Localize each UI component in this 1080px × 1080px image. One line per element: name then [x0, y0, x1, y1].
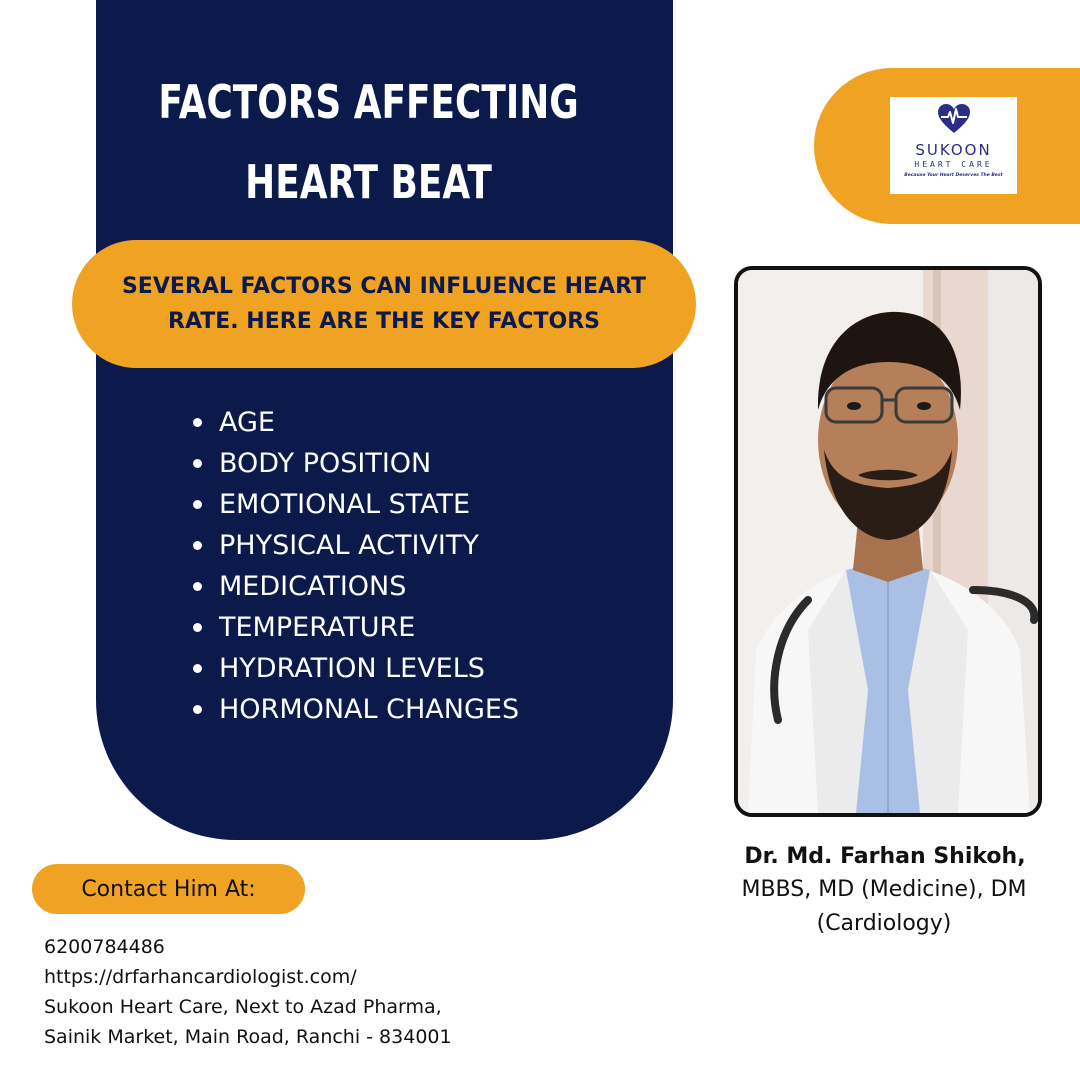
factor-item: HORMONAL CHANGES	[190, 689, 519, 730]
doctor-name: Dr. Md. Farhan Shikoh,	[744, 844, 1026, 869]
factor-item: MEDICATIONS	[190, 566, 519, 607]
doctor-credentials: MBBS, MD (Medicine), DM (Cardiology)	[741, 877, 1027, 936]
factor-list	[190, 402, 519, 730]
factor-item: AGE	[190, 402, 519, 443]
factor-item: BODY POSITION	[190, 443, 519, 484]
logo-tagline: Because Your Heart Deserves The Best	[904, 173, 1003, 178]
title-line-1: FACTORS AFFECTING	[158, 75, 579, 129]
contact-details	[44, 932, 452, 1052]
factor-item: HYDRATION LEVELS	[190, 648, 519, 689]
intro-text: SEVERAL FACTORS CAN INFLUENCE HEART RATE. HERE ARE THE KEY FACTORS	[121, 274, 647, 334]
contact-address-line-2: Sainik Market, Main Road, Ranchi - 834001	[44, 1026, 452, 1048]
heart-pulse-icon	[937, 103, 971, 135]
contact-label-pill	[32, 864, 305, 914]
contact-label: Contact Him At:	[81, 876, 256, 902]
doctor-portrait-illustration	[738, 270, 1038, 813]
factor-item: PHYSICAL ACTIVITY	[190, 525, 519, 566]
logo-sub-text: HEART CARE	[914, 160, 993, 169]
contact-phone[interactable]: 6200784486	[44, 936, 165, 958]
contact-address-line-1: Sukoon Heart Care, Next to Azad Pharma,	[44, 996, 442, 1018]
intro-banner	[72, 240, 696, 368]
factor-item: TEMPERATURE	[190, 607, 519, 648]
page-title	[156, 62, 581, 222]
logo-brand-text: SUKOON	[915, 141, 992, 159]
sukoon-logo	[890, 97, 1017, 194]
doctor-portrait	[734, 266, 1042, 817]
contact-website[interactable]: https://drfarhancardiologist.com/	[44, 966, 357, 988]
title-line-2: HEART BEAT	[245, 155, 492, 209]
factor-item: EMOTIONAL STATE	[190, 484, 519, 525]
